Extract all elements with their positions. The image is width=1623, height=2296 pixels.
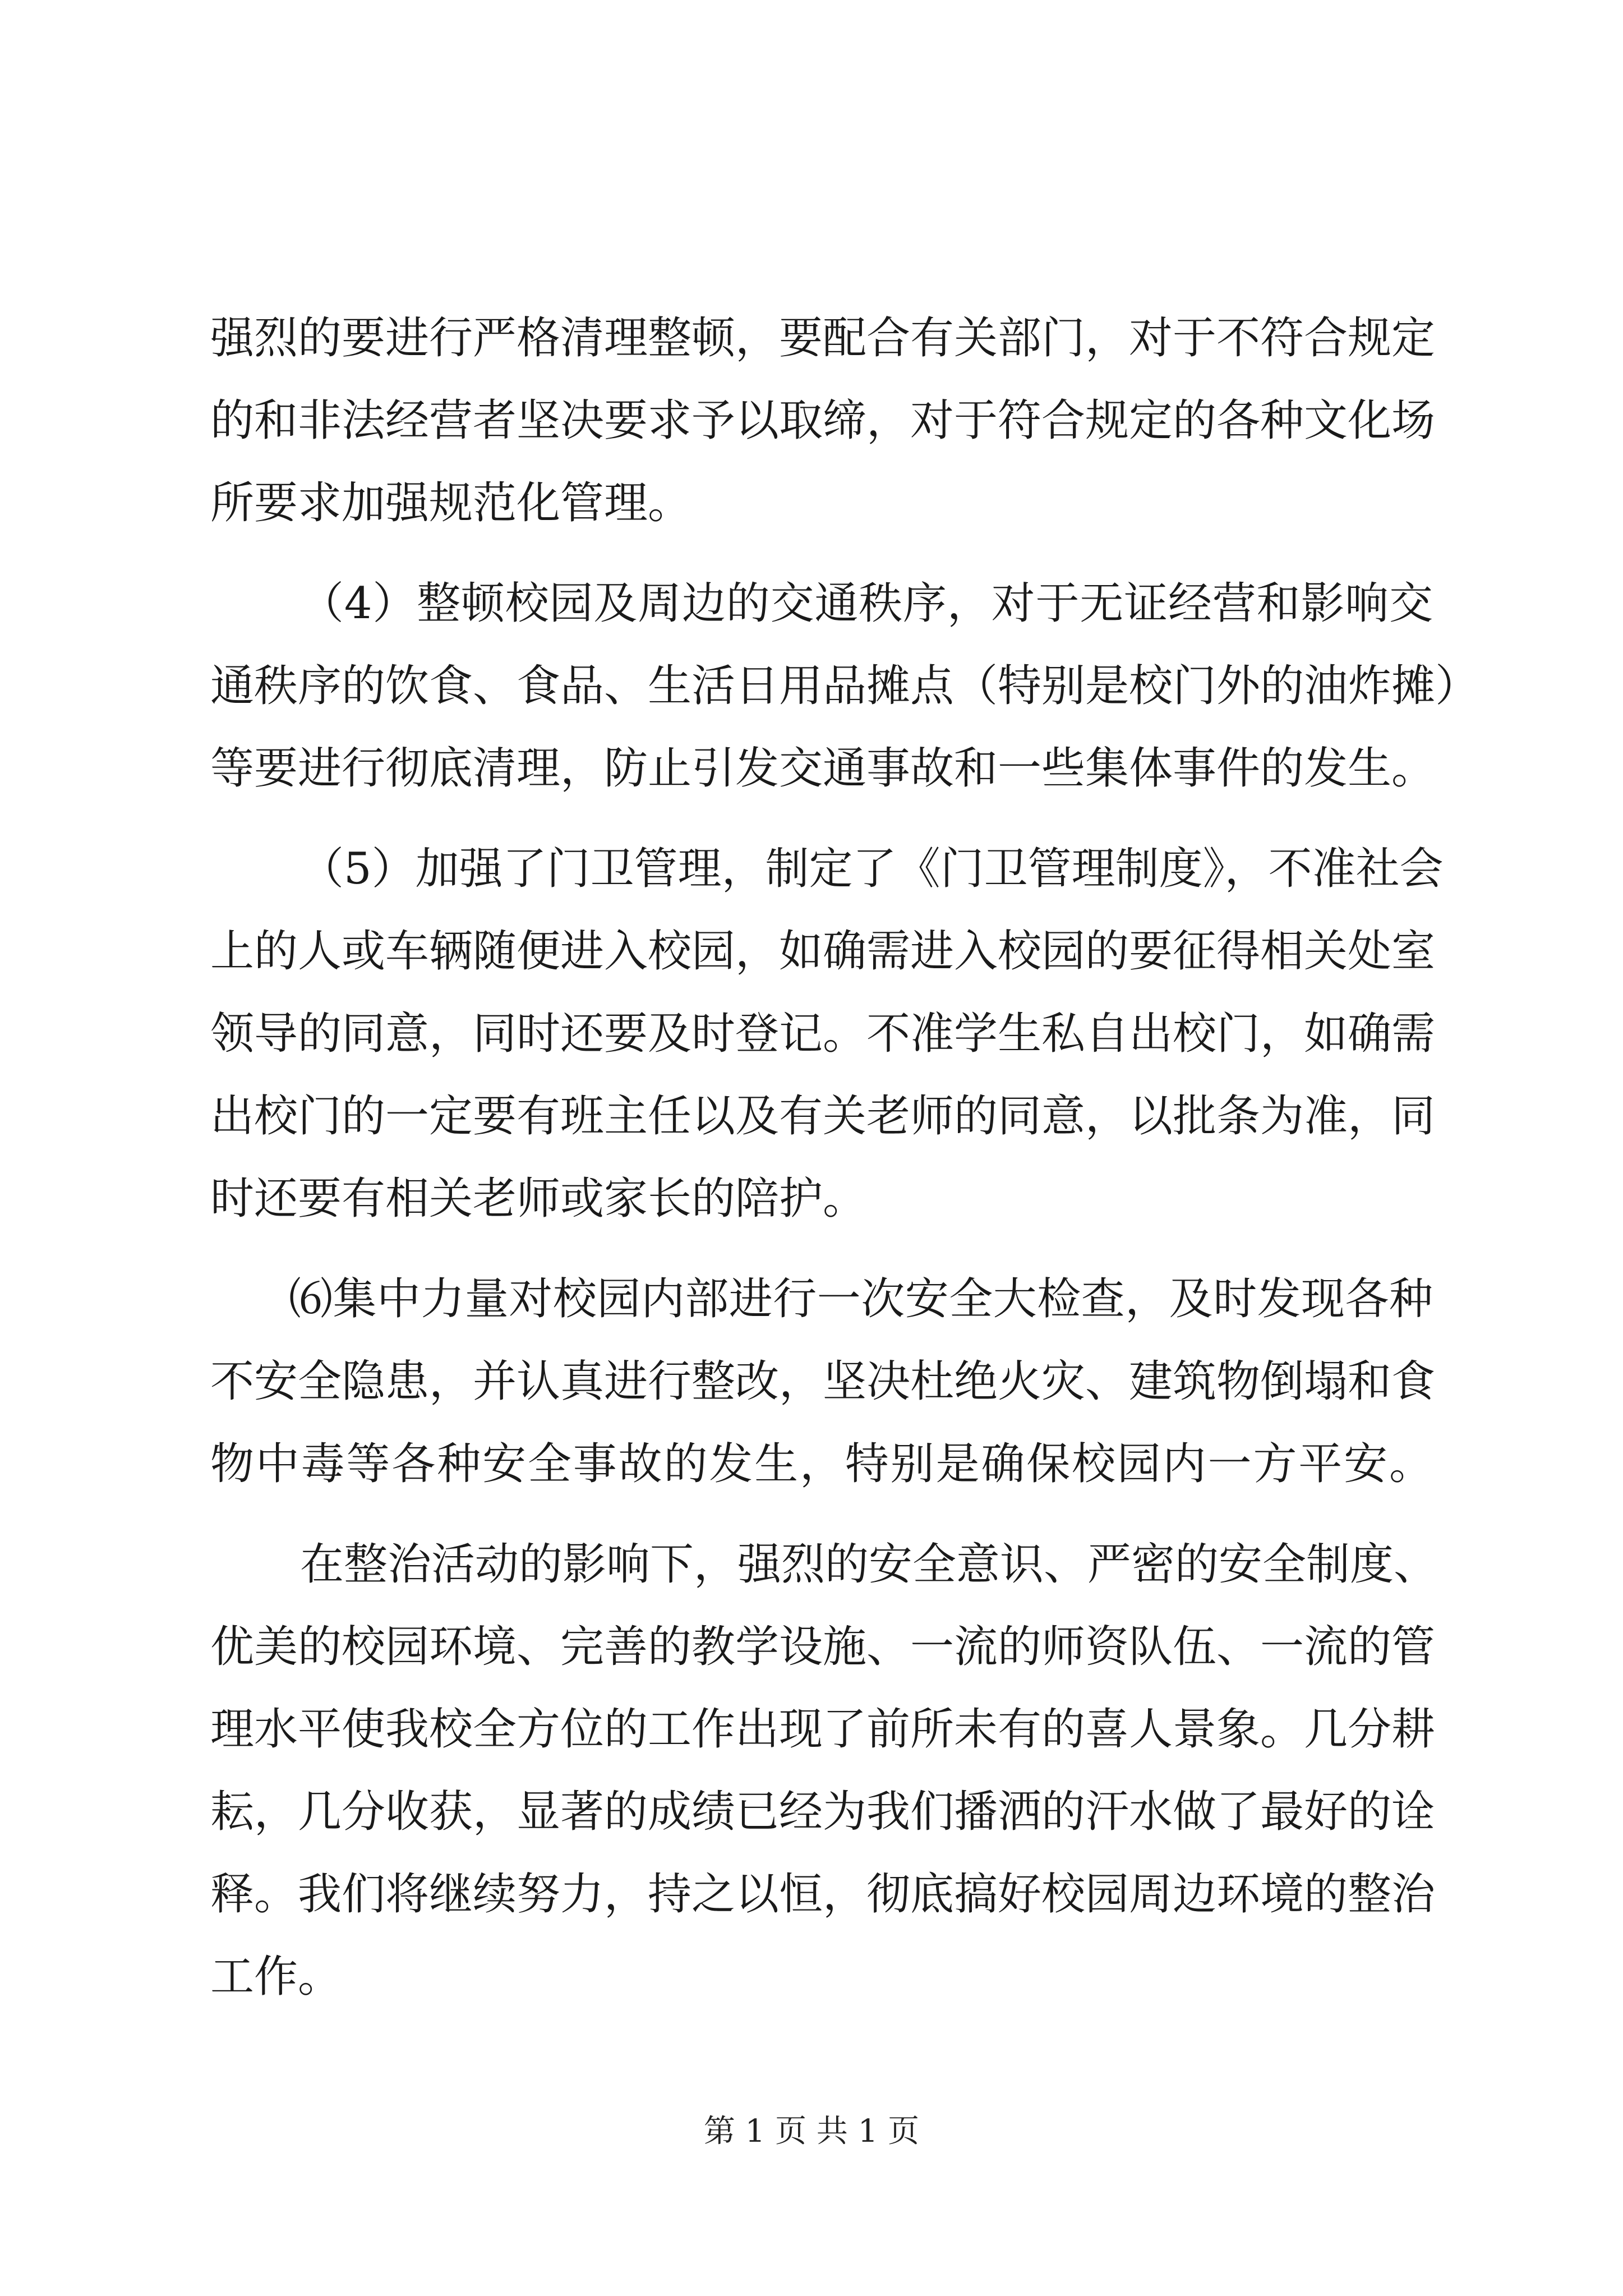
page-number-footer: 第 1 页 共 1 页 xyxy=(703,2113,920,2150)
paragraph-3 xyxy=(210,828,1444,1240)
paragraph-1 xyxy=(210,297,1436,545)
text-line: 耘，几分收获，显著的成绩已经为我们播洒的汗水做了最好的诠 xyxy=(210,1787,1436,1837)
text-line: 上的人或车辆随便进入校园，如确需进入校园的要征得相关处室 xyxy=(210,926,1436,977)
text-line: 出校门的一定要有班主任以及有关老师的同意，以批条为准，同 xyxy=(210,1091,1436,1142)
text-line: 所要求加强规范化管理。 xyxy=(210,478,692,528)
text-line: 物中毒等各种安全事故的发生，特别是确保校园内一方平安。 xyxy=(210,1439,1433,1489)
text-line: 的和非法经营者坚决要求予以取缔，对于符合规定的各种文化场 xyxy=(210,395,1436,446)
text-line: 等要进行彻底清理，防止引发交通事故和一些集体事件的发生。 xyxy=(210,743,1436,794)
text-line: 优美的校园环境、完善的教学设施、一流的师资队伍、一流的管 xyxy=(210,1622,1436,1672)
text-line: 强烈的要进行严格清理整顿，要配合有关部门，对于不符合规定 xyxy=(210,313,1436,364)
body-text xyxy=(210,297,1479,2018)
paragraph-2 xyxy=(210,563,1479,810)
text-line: 工作。 xyxy=(210,1952,342,2002)
paragraph-5 xyxy=(210,1524,1438,2018)
text-line: 释。我们将继续努力，持之以恒，彻底搞好校园周边环境的整治 xyxy=(210,1869,1436,1920)
paragraph-4 xyxy=(210,1258,1436,1506)
text-line: 通秩序的饮食、食品、生活日用品摊点（特别是校门外的油炸摊） xyxy=(210,661,1479,711)
text-line: 理水平使我校全方位的工作出现了前所未有的喜人景象。几分耕 xyxy=(210,1704,1436,1755)
text-line: ⑹集中力量对校园内部进行一次安全大检查，及时发现各种 xyxy=(289,1274,1433,1324)
text-line: （5）加强了门卫管理，制定了《门卫管理制度》，不准社会 xyxy=(300,844,1444,894)
text-line: （4）整顿校园及周边的交通秩序，对于无证经营和影响交 xyxy=(300,578,1433,629)
text-line: 时还要有相关老师或家长的陪护。 xyxy=(210,1174,867,1224)
text-line: 领导的同意，同时还要及时登记。不准学生私自出校门，如确需 xyxy=(210,1009,1436,1059)
text-line: 在整治活动的影响下，强烈的安全意识、严密的安全制度、 xyxy=(300,1539,1438,1590)
text-line: 不安全隐患，并认真进行整改，坚决杜绝火灾、建筑物倒塌和食 xyxy=(210,1356,1436,1407)
